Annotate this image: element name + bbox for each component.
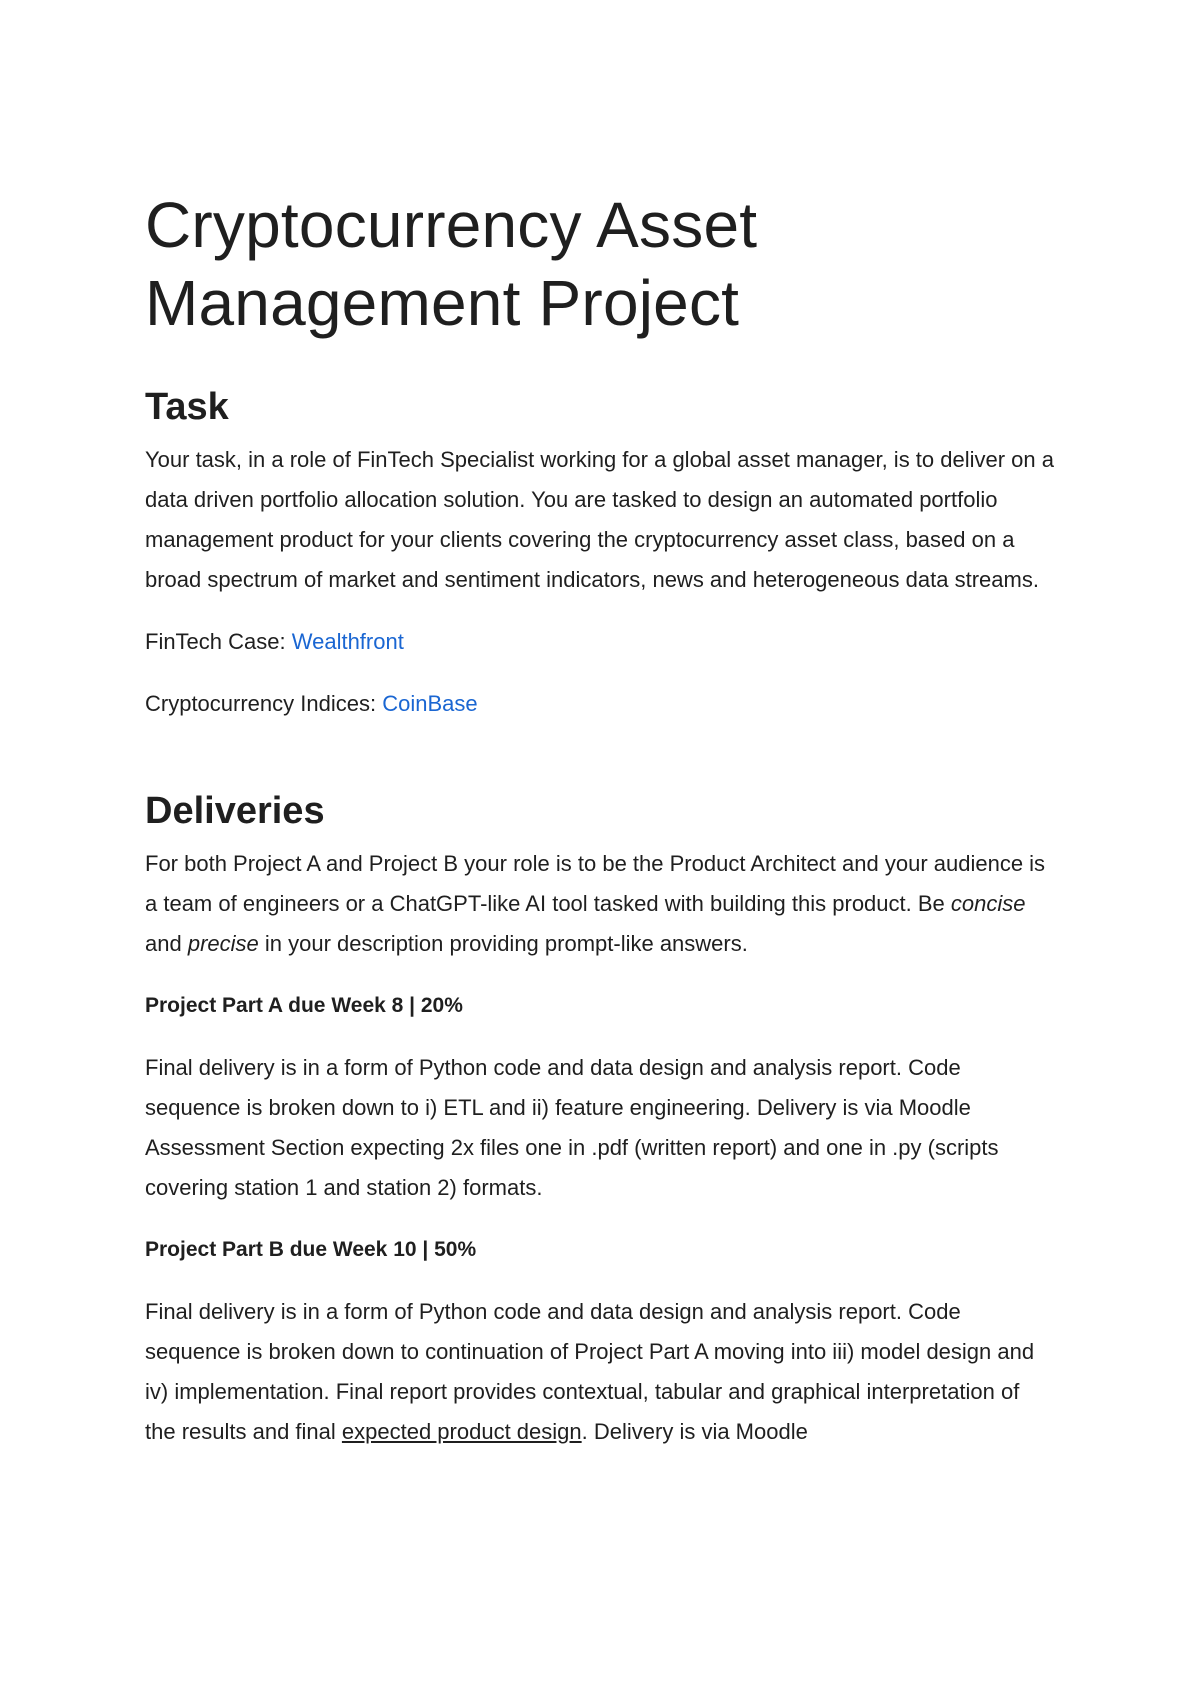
deliveries-intro-text-1: For both Project A and Project B your role is to be the Product Architect and your audience is a team of engineers or a ChatGPT-like AI tool tasked with building this product. Be	[145, 851, 1046, 916]
document-page	[145, 186, 1055, 1452]
project-part-b-text-1: Final delivery is in a form of Python code and data design and analysis report. Code sequence is broken down to continuation of Project Part A moving into iii) model design and iv) implementation. Final report provides contextual, tabular and graphical interpretation of the results and final	[145, 1299, 1035, 1444]
document-title	[145, 186, 1055, 342]
deliveries-intro-emphasis-precise: precise	[187, 931, 259, 956]
deliveries-heading: Deliveries	[145, 790, 325, 832]
crypto-indices-label: Cryptocurrency Indices:	[145, 691, 383, 716]
wealthfront-link[interactable]: Wealthfront	[291, 629, 404, 654]
fintech-case-line	[145, 622, 1055, 662]
document-title-line-2: Management Project	[145, 267, 740, 339]
project-part-b-heading: Project Part B due Week 10 | 50%	[145, 1238, 477, 1261]
project-part-a-paragraph: Final delivery is in a form of Python code and data design and analysis report. Code sequence is broken down to i) ETL and ii) feature engineering. Delivery is via Moodle Assessment Section expecting 2x files one in .pdf (written report) and one in .py (scripts covering station 1 and station 2) formats.	[145, 1055, 999, 1200]
project-part-b-text-2: . Delivery is via Moodle	[581, 1419, 808, 1444]
deliveries-intro-text-3: in your description providing prompt-like answers.	[258, 931, 748, 956]
project-part-a-heading: Project Part A due Week 8 | 20%	[145, 994, 463, 1017]
coinbase-link[interactable]: CoinBase	[382, 691, 478, 716]
task-intro-paragraph: Your task, in a role of FinTech Specialist working for a global asset manager, is to deliver on a data driven portfolio allocation solution. You are tasked to design an automated portfolio management product for your clients covering the cryptocurrency asset class, based on a broad spectrum of market and sentiment indicators, news and heterogeneous data streams.	[145, 447, 1055, 592]
deliveries-intro-text-2: and	[145, 931, 188, 956]
document-title-line-1: Cryptocurrency Asset	[145, 189, 758, 261]
deliveries-intro-emphasis-concise: concise	[950, 891, 1026, 916]
expected-product-design-underlined: expected product design	[341, 1419, 582, 1444]
project-part-b-paragraph	[145, 1292, 1055, 1452]
deliveries-intro-paragraph	[145, 844, 1055, 964]
task-heading: Task	[145, 386, 229, 428]
fintech-case-label: FinTech Case:	[145, 629, 292, 654]
crypto-indices-line	[145, 684, 1055, 724]
